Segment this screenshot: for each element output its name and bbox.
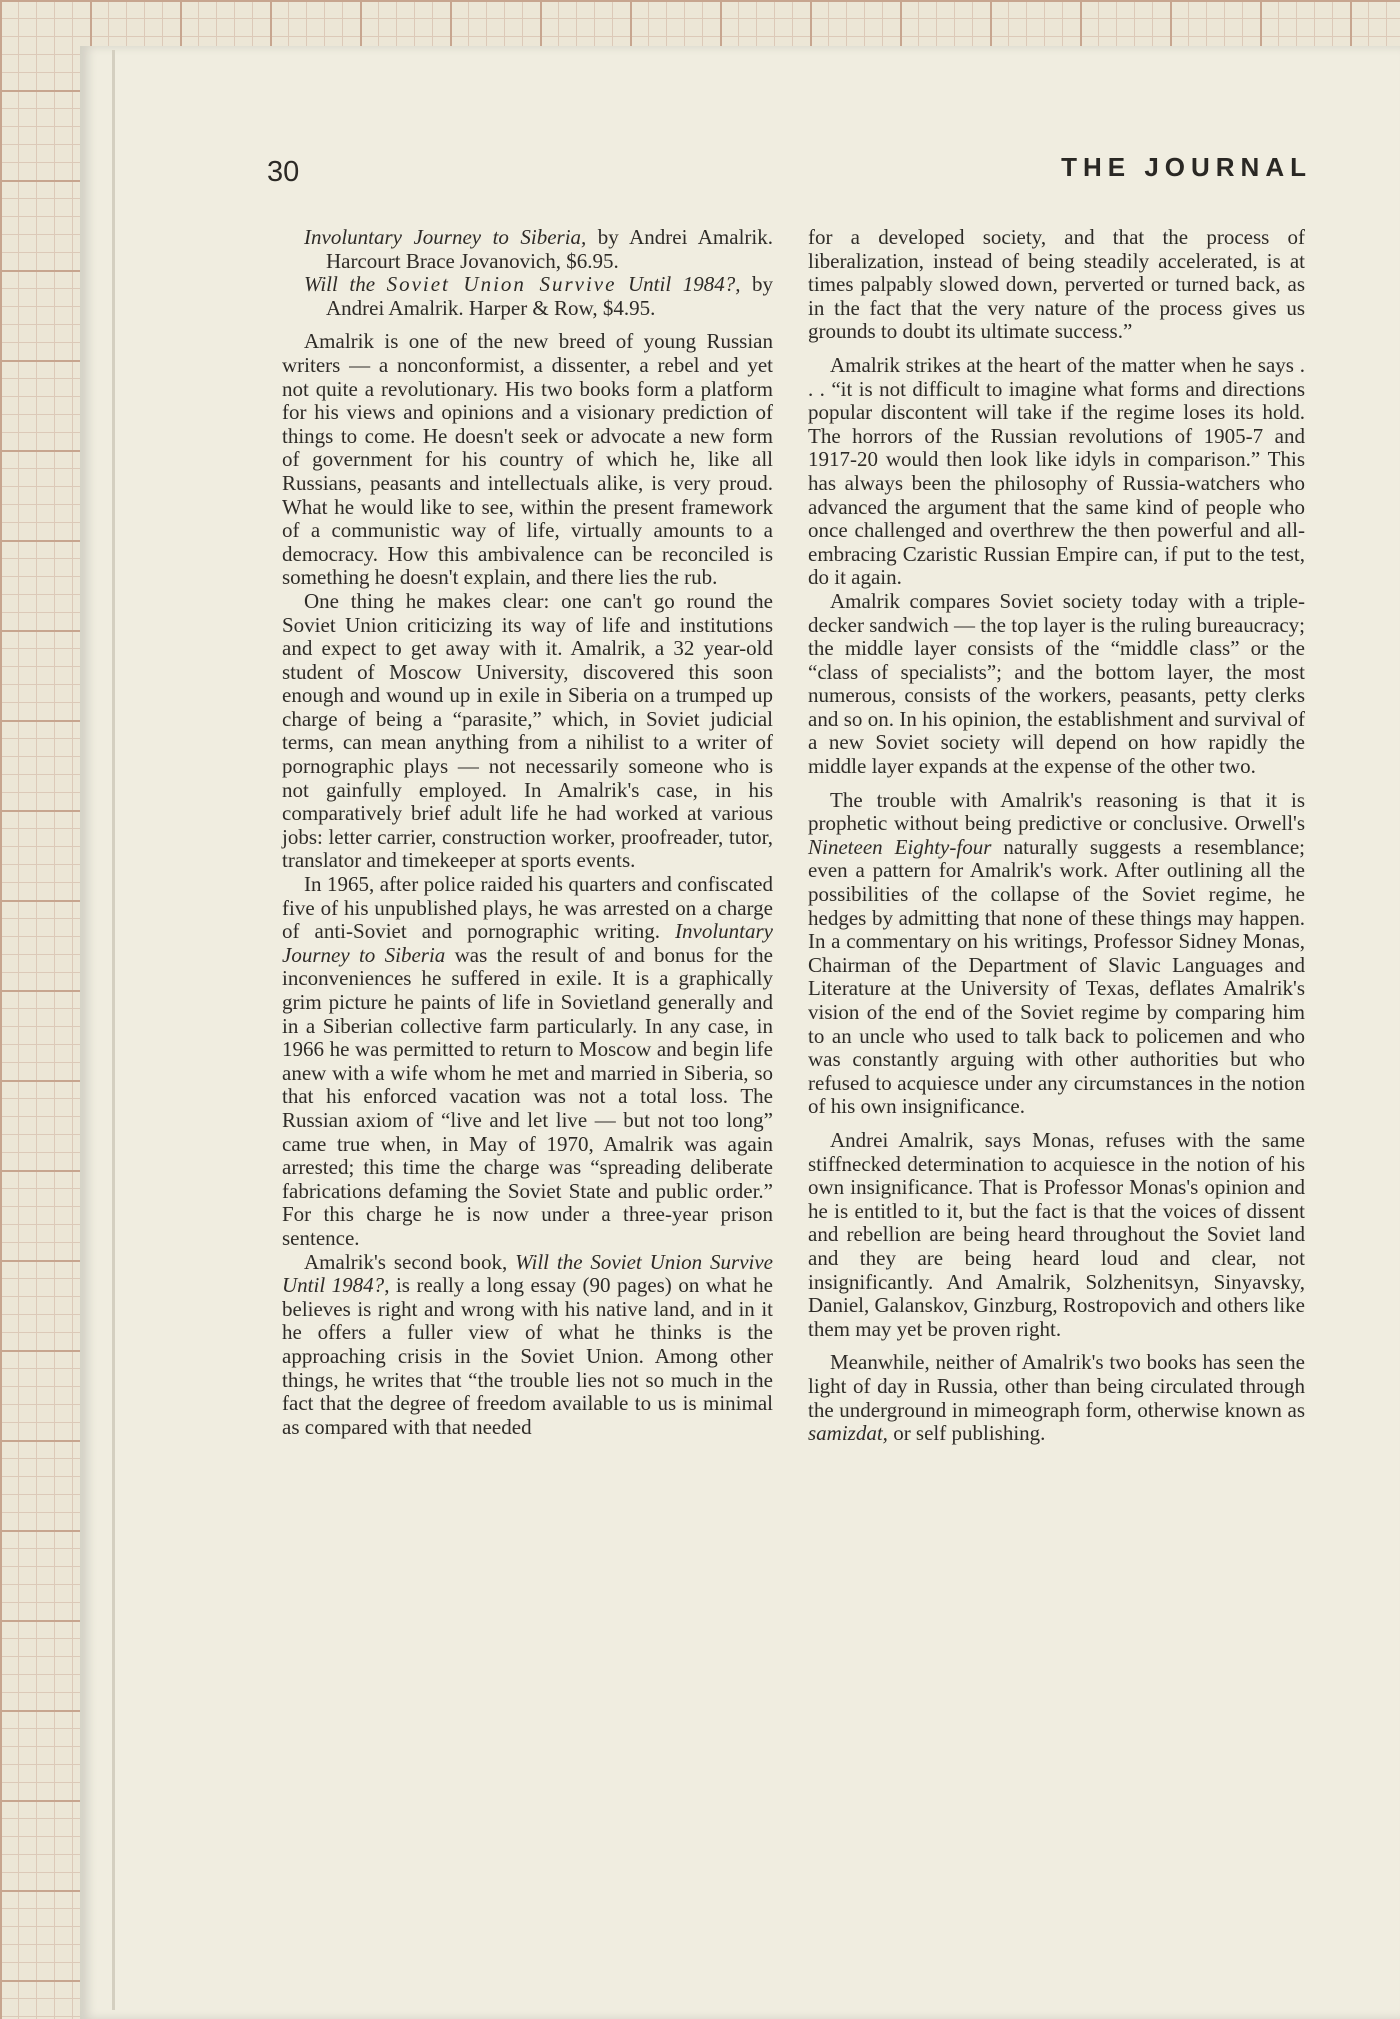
bibliography-entry-1	[304, 226, 773, 273]
paragraph: The trouble with Amalrik's reasoning is that it is prophetic without being predictive or conclusive. Orwell's Nineteen Eighty-four naturally suggests a resemblance; even a pattern for Amalrik's work. After outlining all the possibilities of the collapse of the Soviet regime, he hedges by admitting that none of these things may happen. In a commentary on his writings, Professor Sidney Monas, Chairman of the Department of Slavic Languages and Literature at the University of Texas, deflates Amalrik's vision of the end of the Soviet regime by comparing him to an uncle who used to talk back to policemen and who was constantly arguing with other authorities but who refused to acquiesce under any circumstances in the notion of his own insignificance.	[808, 787, 1305, 1119]
book-details: by Andrei Amalrik. Harcourt Brace Jovanovich, $6.95.	[326, 225, 773, 273]
paragraph: Andrei Amalrik, says Monas, refuses with the same stiffnecked determination to acquiesce in the notion of his own insignificance. That is Professor Monas's opinion and he is entitled to it, but the fact is that the voices of dissent and rebellion are being heard throughout the Soviet land and they are being heard loud and clear, not insignificantly. And Amalrik, Solzhenitsyn, Sinyavsky, Daniel, Galanskov, Ginzburg, Rostropovich and others like them may yet be proven right.	[808, 1127, 1305, 1341]
paragraph: Meanwhile, neither of Amalrik's two books has seen the light of day in Russia, other than being circulated through the underground in mimeograph form, otherwise known as samizdat, or self publishing.	[808, 1350, 1305, 1446]
left-column	[282, 226, 773, 1439]
journal-title: THE JOURNAL	[1061, 152, 1312, 182]
book-details: by Andrei Amalrik. Harper & Row, $4.95.	[326, 272, 774, 320]
page-number: 30	[267, 156, 300, 188]
paragraph: One thing he makes clear: one can't go round the Soviet Union criticizing its way of life and institutions and expect to get away with it. Amalrik, a 32 year-old student of Moscow University, discovered this soon enough and wound up in exile in Siberia on a trumped up charge of being a “parasite,” which, in Soviet judicial terms, can mean anything from a nihilist to a writer of pornographic plays — not necessarily someone who is not gainfully employed. In Amalrik's case, in his comparatively brief adult life he had worked at various jobs: letter carrier, construction worker, proofreader, tutor, translator and timekeeper at sports events.	[282, 588, 773, 873]
page-edge	[112, 50, 115, 2010]
paragraph: for a developed society, and that the process of liberalization, instead of being steadily accelerated, is at times palpably slowed down, perverted or turned back, as in the fact that the very nature of the process gives us grounds to doubt its ultimate success.”	[808, 225, 1305, 344]
paragraph: Amalrik compares Soviet society today with a triple-decker sandwich — the top layer is the ruling bureaucracy; the middle layer consists of the “middle class” or the “class of specialists”; and the bottom layer, the most numerous, consists of the workers, peasants, petty clerks and so on. In his opinion, the establishment and survival of a new Soviet society will depend on how rapidly the middle layer expands at the expense of the other two.	[808, 588, 1305, 779]
book-title: Will the Soviet Union Survive Until 1984?,	[304, 272, 741, 297]
paragraph: Amalrik strikes at the heart of the matter when he says . . . “it is not difficult to imagine what forms and directions popular discontent will take if the regime loses its hold. The horrors of the Russian revolutions of 1905-7 and 1917-20 would then look like idyls in comparison.” This has always been the philosophy of Russia-watchers who advanced the argument that the same kind of people who once challenged and overthrew the then powerful and all-embracing Czaristic Russian Empire can, if put to the test, do it again.	[808, 352, 1305, 590]
right-column	[808, 226, 1305, 1446]
paragraph: Amalrik is one of the new breed of young Russian writers — a nonconformist, a dissenter, a rebel and yet not quite a revolutionary. His two books form a platform for his views and opinions and a visionary prediction of things to come. He doesn't seek or advocate a new form of government for his country of which he, like all Russians, peasants and intellectuals alike, is very proud. What he would like to see, within the present framework of a communistic way of life, virtually amounts to a democracy. How this ambivalence can be reconciled is something he doesn't explain, and there lies the rub.	[282, 329, 773, 590]
bibliography-entry-2	[304, 273, 773, 320]
paragraph: In 1965, after police raided his quarters and confiscated five of his unpublished plays, he was arrested on a charge of anti-Soviet and pornographic writing. Involuntary Journey to Siberia was the result of and bonus for the inconveniences he suffered in exile. It is a graphically grim picture he paints of life in Sovietland generally and in a Siberian collective farm particularly. In any case, in 1966 he was permitted to return to Moscow and begin life anew with a wife whom he met and married in Siberia, so that his enforced vacation was not a total loss. The Russian axiom of “live and let live — but not too long” came true when, in May of 1970, Amalrik was again arrested; this time the charge was “spreading deliberate fabrications defaming the Soviet State and public order.” For this charge he is now under a three-year prison sentence.	[282, 872, 773, 1250]
paragraph: Amalrik's second book, Will the Soviet Union Survive Until 1984?, is really a long essay (90 pages) on what he believes is right and wrong with his native land, and in it he offers a fuller view of what he thinks is the approaching crisis in the Soviet Union. Among other things, he writes that “the trouble lies not so much in the fact that the degree of freedom available to us is minimal as compared with that needed	[282, 1249, 773, 1439]
book-title: Involuntary Journey to Siberia,	[304, 225, 587, 249]
